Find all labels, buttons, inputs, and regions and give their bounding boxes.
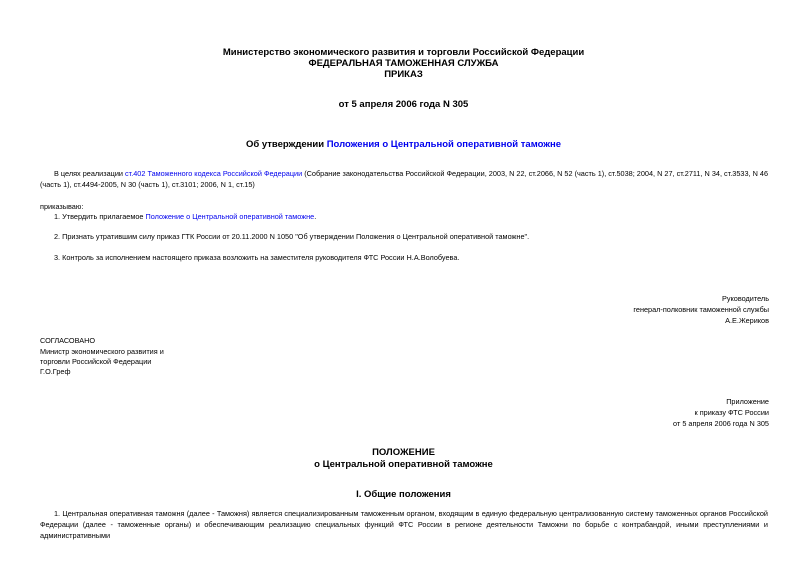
intro-text-1: В целях реализации <box>54 169 126 178</box>
intro-link-article[interactable]: ст.402 Таможенного кодекса Российской Федерации <box>125 169 303 178</box>
regulation-title: ПОЛОЖЕНИЕ <box>372 447 435 458</box>
item-2: 2. Признать утратившим силу приказ ГТК России от 20.11.2000 N 1050 "Об утверждении Положения о Центральной оперативной таможне". <box>54 232 530 241</box>
signature-name: А.Е.Жериков <box>725 316 769 325</box>
appendix-label: Приложение <box>726 397 769 406</box>
regulation-subtitle: о Центральной оперативной таможне <box>314 459 493 470</box>
agreed-name: Г.О.Греф <box>40 367 71 376</box>
title-prefix: Об утверждении <box>245 139 327 150</box>
date-number: от 5 апреля 2006 года N 305 <box>338 99 469 110</box>
doc-type-heading: ПРИКАЗ <box>384 69 423 80</box>
title-link[interactable]: Положения о Центральной оперативной таможне <box>326 139 562 150</box>
appendix-date: от 5 апреля 2006 года N 305 <box>673 419 769 428</box>
order-word: приказываю: <box>40 202 84 211</box>
agreed-position-2: торговли Российской Федерации <box>40 357 152 366</box>
regulation-paragraph-1: 1. Центральная оперативная таможня (далее - Таможня) является специализированным таможенным органом, входящим в единую федеральную централизованную систему таможенных органов Российской Федерации (далее - таможенные органы) и обеспечивающим реализацию специальных функций ФТС России в регионе деятельности Таможни по борьбе с контрабандой, иными преступлениями и административными <box>40 509 768 540</box>
document-title <box>0 139 807 151</box>
intro-paragraph <box>40 168 768 190</box>
item-1-suffix: . <box>314 212 317 221</box>
item-3: 3. Контроль за исполнением настоящего приказа возложить на заместителя руководителя ФТС России Н.А.Волобуева. <box>54 253 460 262</box>
agreed-position-1: Министр экономического развития и <box>40 347 164 356</box>
section-heading: I. Общие положения <box>356 489 451 500</box>
item-1 <box>54 211 316 222</box>
intro-text-2: (Собрание законодательства Российской Федерации, 2003, N 22, ст.2066, N 52 (часть 1), ст.5038; 2004, N 27, ст.2711, N 34, ст.3533, N 46 (часть 1), ст.4494-2005, N 30 (часть 1), ст.3101; 2006, N 1, ст.15) <box>40 169 769 189</box>
item-1-link[interactable]: Положение о Центральной оперативной таможне <box>145 212 315 221</box>
signature-rank: генерал-полковник таможенной службы <box>633 305 769 314</box>
appendix-ref: к приказу ФТС России <box>694 408 769 417</box>
agreed-heading: СОГЛАСОВАНО <box>40 336 96 345</box>
service-heading: ФЕДЕРАЛЬНАЯ ТАМОЖЕННАЯ СЛУЖБА <box>308 58 499 69</box>
ministry-heading: Министерство экономического развития и торговли Российской Федерации <box>222 47 585 58</box>
item-1-prefix: 1. Утвердить прилагаемое <box>54 212 146 221</box>
signature-position: Руководитель <box>721 294 769 303</box>
